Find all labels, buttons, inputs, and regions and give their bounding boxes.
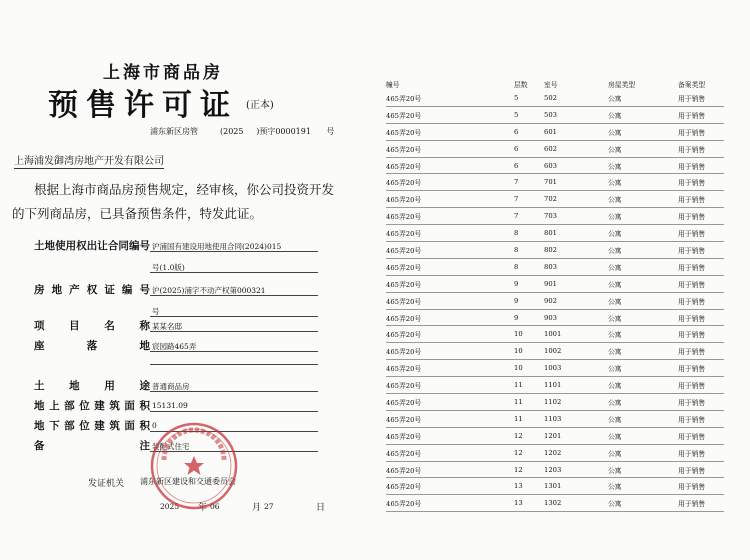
cell-floor: 12 <box>514 427 544 444</box>
cell-floor: 9 <box>514 275 544 292</box>
certificate-body-text: 根据上海市商品房预售规定，经审核，你公司投资开发的下列商品房，已具备预售条件，特发此证。 <box>12 182 335 221</box>
table-row <box>386 157 724 174</box>
cell-room: 1301 <box>544 478 608 495</box>
cell-building: 465弄20号 <box>386 258 514 275</box>
cell-room: 1201 <box>544 427 608 444</box>
cell-room: 902 <box>544 292 608 309</box>
cell-type: 公寓 <box>608 292 678 309</box>
table-row <box>386 242 724 259</box>
header-building: 幢号 <box>386 81 400 89</box>
issuer-name: 浦东新区建设和交通委员会 <box>140 477 236 486</box>
cell-building: 465弄20号 <box>386 275 514 292</box>
issue-date-day: 27 <box>264 502 274 511</box>
field-value-continued: 号 <box>152 307 160 316</box>
cell-type: 公寓 <box>608 123 678 140</box>
field-value: 某某名邸 <box>152 322 182 331</box>
cell-floor: 8 <box>514 242 544 259</box>
cell-floor: 11 <box>514 410 544 427</box>
cell-floor: 8 <box>514 258 544 275</box>
table-row <box>386 208 724 225</box>
header-type: 房屋类型 <box>608 81 636 89</box>
field-underline <box>150 295 318 296</box>
cell-building: 465弄20号 <box>386 157 514 174</box>
cell-room: 901 <box>544 275 608 292</box>
field-value: 15131.09 <box>152 401 188 410</box>
cell-record: 用于销售 <box>678 208 724 225</box>
company-name: 上海浦发御湾房地产开发有限公司 <box>14 152 164 169</box>
cell-floor: 7 <box>514 208 544 225</box>
cell-record: 用于销售 <box>678 140 724 157</box>
official-seal-icon <box>148 420 240 512</box>
field-value: 宸园路465弄 <box>152 342 197 351</box>
cell-record: 用于销售 <box>678 275 724 292</box>
field-underline <box>150 351 318 352</box>
cell-floor: 13 <box>514 495 544 512</box>
cell-floor: 12 <box>514 444 544 461</box>
cell-building: 465弄20号 <box>386 410 514 427</box>
permit-prefix: 浦东新区房管 <box>150 127 198 136</box>
table-row <box>386 90 724 106</box>
cell-record: 用于销售 <box>678 292 724 309</box>
table-row <box>386 292 724 309</box>
room-table <box>386 78 724 512</box>
cell-type: 公寓 <box>608 242 678 259</box>
cell-record: 用于销售 <box>678 495 724 512</box>
cell-building: 465弄20号 <box>386 90 514 106</box>
cell-type: 公寓 <box>608 174 678 191</box>
cell-type: 公寓 <box>608 394 678 411</box>
cell-room: 1103 <box>544 410 608 427</box>
cell-building: 465弄20号 <box>386 495 514 512</box>
cell-room: 503 <box>544 106 608 123</box>
cell-record: 用于销售 <box>678 326 724 343</box>
cell-type: 公寓 <box>608 258 678 275</box>
cell-record: 用于销售 <box>678 394 724 411</box>
cell-floor: 5 <box>514 90 544 106</box>
table-row <box>386 309 724 326</box>
table-row <box>386 275 724 292</box>
cell-room: 502 <box>544 90 608 106</box>
field-underline <box>150 251 318 252</box>
cell-type: 公寓 <box>608 427 678 444</box>
cell-type: 公寓 <box>608 275 678 292</box>
cell-building: 465弄20号 <box>386 444 514 461</box>
table-row <box>386 495 724 512</box>
cell-floor: 6 <box>514 123 544 140</box>
cell-room: 903 <box>544 309 608 326</box>
cell-type: 公寓 <box>608 90 678 106</box>
cell-floor: 7 <box>514 174 544 191</box>
table-row <box>386 140 724 157</box>
cell-record: 用于销售 <box>678 309 724 326</box>
cell-room: 602 <box>544 140 608 157</box>
cell-room: 601 <box>544 123 608 140</box>
table-row <box>386 225 724 242</box>
cell-floor: 6 <box>514 157 544 174</box>
cell-building: 465弄20号 <box>386 326 514 343</box>
field-underline <box>150 411 318 412</box>
cell-room: 1203 <box>544 461 608 478</box>
cell-type: 公寓 <box>608 410 678 427</box>
table-row <box>386 258 724 275</box>
field-label: 项目名称 <box>34 320 150 332</box>
cell-floor: 5 <box>514 106 544 123</box>
cell-building: 465弄20号 <box>386 106 514 123</box>
cell-building: 465弄20号 <box>386 208 514 225</box>
header-floors: 层数 <box>514 81 528 89</box>
cell-building: 465弄20号 <box>386 427 514 444</box>
field-value: 沪浦国有建设用地使用合同(2024)015 <box>152 242 282 251</box>
cell-record: 用于销售 <box>678 377 724 394</box>
table-row <box>386 123 724 140</box>
cell-room: 801 <box>544 225 608 242</box>
field-label: 房地产权证编号 <box>34 284 150 296</box>
certificate-title: 预售许可证 <box>48 88 238 123</box>
cell-floor: 7 <box>514 191 544 208</box>
cell-building: 465弄20号 <box>386 191 514 208</box>
cell-type: 公寓 <box>608 326 678 343</box>
certificate-title-line1: 上海市商品房 <box>103 63 223 83</box>
cell-record: 用于销售 <box>678 90 724 106</box>
cell-room: 1102 <box>544 394 608 411</box>
header-room: 室号 <box>544 81 558 89</box>
cell-record: 用于销售 <box>678 410 724 427</box>
cell-record: 用于销售 <box>678 427 724 444</box>
cell-type: 公寓 <box>608 461 678 478</box>
field-label: 土地使用权出让合同编号 <box>34 240 150 252</box>
table-row <box>386 191 724 208</box>
cell-room: 1101 <box>544 377 608 394</box>
field-label: 座落地 <box>34 340 150 352</box>
cell-room: 1003 <box>544 360 608 377</box>
cell-building: 465弄20号 <box>386 174 514 191</box>
issuer-label: 发证机关 <box>88 479 125 489</box>
field-underline <box>150 316 318 317</box>
field-label: 备注 <box>34 440 150 452</box>
table-row <box>386 444 724 461</box>
cell-building: 465弄20号 <box>386 123 514 140</box>
cell-type: 公寓 <box>608 360 678 377</box>
cell-record: 用于销售 <box>678 174 724 191</box>
cell-floor: 11 <box>514 377 544 394</box>
cell-type: 公寓 <box>608 309 678 326</box>
cell-building: 465弄20号 <box>386 309 514 326</box>
cell-floor: 6 <box>514 140 544 157</box>
cell-room: 1002 <box>544 343 608 360</box>
field-label: 土地用途 <box>34 380 150 392</box>
cell-record: 用于销售 <box>678 478 724 495</box>
cell-record: 用于销售 <box>678 360 724 377</box>
table-row <box>386 106 724 123</box>
cell-type: 公寓 <box>608 157 678 174</box>
cell-type: 公寓 <box>608 478 678 495</box>
cell-room: 1302 <box>544 495 608 512</box>
cell-building: 465弄20号 <box>386 461 514 478</box>
permit-number <box>150 126 334 137</box>
room-table-header <box>386 78 724 90</box>
field-value: 0 <box>152 421 157 430</box>
field-value-continued: 号(1.0版) <box>152 263 185 272</box>
cell-room: 803 <box>544 258 608 275</box>
table-row <box>386 461 724 478</box>
field-underline <box>150 364 318 365</box>
cell-building: 465弄20号 <box>386 242 514 259</box>
cell-room: 603 <box>544 157 608 174</box>
cell-record: 用于销售 <box>678 106 724 123</box>
cell-floor: 13 <box>514 478 544 495</box>
table-row <box>386 394 724 411</box>
header-record: 备案类型 <box>678 81 706 89</box>
table-row <box>386 326 724 343</box>
cell-type: 公寓 <box>608 208 678 225</box>
table-row <box>386 360 724 377</box>
cell-record: 用于销售 <box>678 343 724 360</box>
cell-building: 465弄20号 <box>386 140 514 157</box>
room-list-panel <box>350 0 750 560</box>
certificate-title-sub: (正本) <box>246 100 274 111</box>
cell-building: 465弄20号 <box>386 292 514 309</box>
cell-record: 用于销售 <box>678 225 724 242</box>
cell-type: 公寓 <box>608 377 678 394</box>
issue-date-day-unit: 日 <box>316 503 326 513</box>
field-underline <box>150 331 318 332</box>
table-row <box>386 343 724 360</box>
permit-code: )预字0000191 <box>256 127 311 136</box>
cell-record: 用于销售 <box>678 242 724 259</box>
cell-record: 用于销售 <box>678 157 724 174</box>
cell-floor: 10 <box>514 360 544 377</box>
field-underline <box>150 272 318 273</box>
cell-record: 用于销售 <box>678 444 724 461</box>
cell-room: 1001 <box>544 326 608 343</box>
cell-room: 703 <box>544 208 608 225</box>
cell-type: 公寓 <box>608 106 678 123</box>
cell-building: 465弄20号 <box>386 394 514 411</box>
cell-type: 公寓 <box>608 444 678 461</box>
cell-record: 用于销售 <box>678 191 724 208</box>
issue-date-month-unit: 月 <box>252 503 262 513</box>
cell-type: 公寓 <box>608 343 678 360</box>
field-label: 地下部位建筑面积 <box>34 420 150 432</box>
certificate-panel <box>0 0 340 560</box>
cell-building: 465弄20号 <box>386 478 514 495</box>
cell-floor: 10 <box>514 343 544 360</box>
cell-building: 465弄20号 <box>386 360 514 377</box>
cell-building: 465弄20号 <box>386 225 514 242</box>
cell-floor: 12 <box>514 461 544 478</box>
cell-type: 公寓 <box>608 140 678 157</box>
field-value: 沪(2025)浦字不动产权第000321 <box>152 286 266 295</box>
issue-date-month: 06 <box>210 502 220 511</box>
cell-type: 公寓 <box>608 495 678 512</box>
table-row <box>386 427 724 444</box>
field-value: 装配式住宅 <box>152 442 190 451</box>
cell-type: 公寓 <box>608 191 678 208</box>
cell-record: 用于销售 <box>678 461 724 478</box>
field-label: 地上部位建筑面积 <box>34 400 150 412</box>
issue-date-year-unit: 年 <box>198 503 208 513</box>
cell-record: 用于销售 <box>678 258 724 275</box>
cell-building: 465弄20号 <box>386 377 514 394</box>
field-underline <box>150 391 318 392</box>
table-row <box>386 377 724 394</box>
permit-suffix: 号 <box>326 127 335 136</box>
cell-floor: 11 <box>514 394 544 411</box>
table-row <box>386 478 724 495</box>
table-row <box>386 410 724 427</box>
cell-room: 702 <box>544 191 608 208</box>
cell-building: 465弄20号 <box>386 343 514 360</box>
cell-record: 用于销售 <box>678 123 724 140</box>
cell-room: 802 <box>544 242 608 259</box>
cell-floor: 9 <box>514 292 544 309</box>
field-value: 普通商品房 <box>152 382 190 391</box>
cell-floor: 8 <box>514 225 544 242</box>
table-row <box>386 174 724 191</box>
cell-room: 701 <box>544 174 608 191</box>
cell-room: 1202 <box>544 444 608 461</box>
permit-year: (2025 <box>220 127 244 136</box>
cell-type: 公寓 <box>608 225 678 242</box>
cell-floor: 9 <box>514 309 544 326</box>
issue-date-year: 2025 <box>160 502 180 511</box>
cell-floor: 10 <box>514 326 544 343</box>
